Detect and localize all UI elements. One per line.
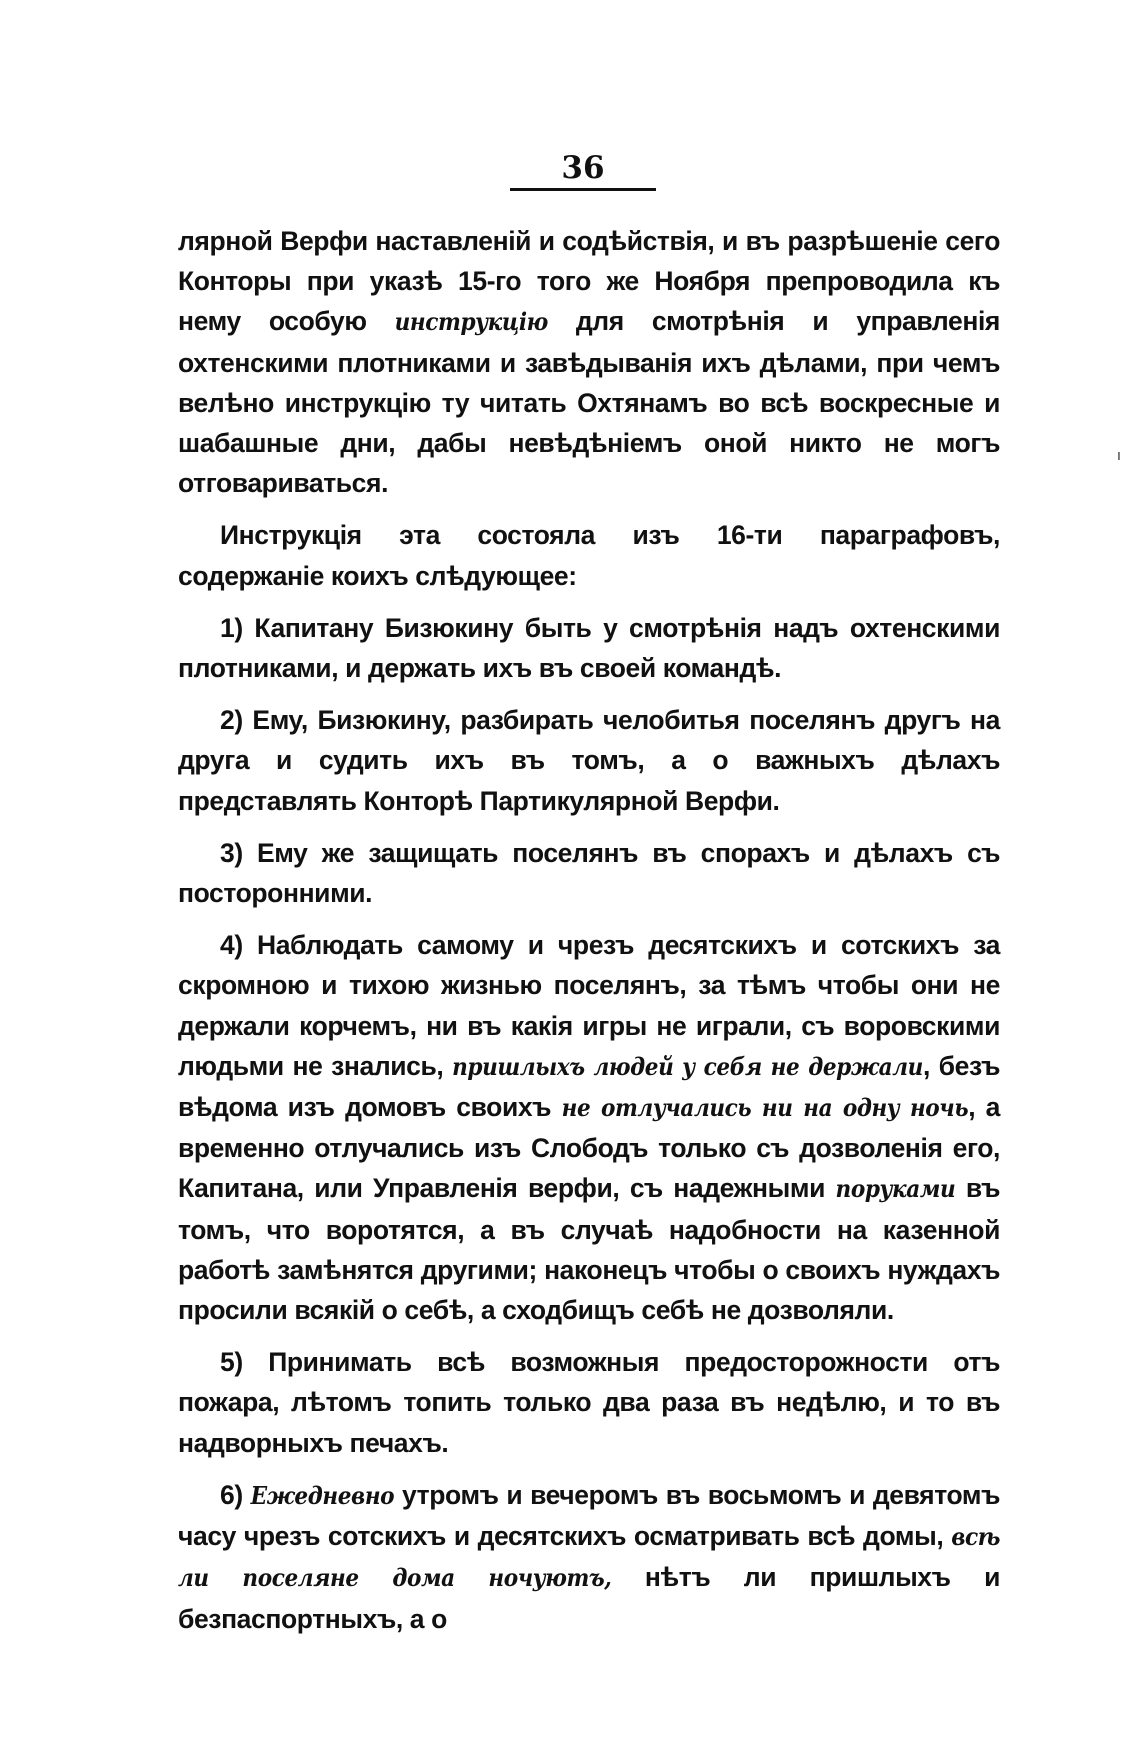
- italic-run: пришлыхъ людей у себя не держали: [452, 1051, 923, 1081]
- text-run: 5) Принимать всѣ возможныя предосторожности отъ пожара, лѣтомъ топить только два раза въ недѣлю, и то въ надворныхъ печахъ.: [178, 1347, 1000, 1458]
- text-run: 6): [220, 1479, 251, 1510]
- text-run: 4) Наблюдать самому и чрезъ десятскихъ и сотскихъ за скромною и тихою жизнью поселянъ, за тѣмъ чтобы они не держали корчемъ, ни въ какія игры не играли, съ воровскими людьми не знались,: [178, 930, 1000, 1081]
- italic-run: поруками: [835, 1174, 956, 1204]
- page-number: 36: [510, 150, 656, 191]
- paragraph-p4: [178, 833, 1000, 913]
- text-run: , безъ вѣдома изъ домовъ своихъ: [178, 1050, 1000, 1123]
- italic-run: не отлучались ни на одну ночь: [561, 1093, 969, 1123]
- paragraph-p6: [178, 1342, 1000, 1463]
- italic-run: всѣ ли поселяне дома ночуютъ,: [178, 1522, 1000, 1593]
- text-run: 2) Ему, Бизюкину, разбирать челобитья поселянъ другъ на друга и судить ихъ въ томъ, а о важныхъ дѣлахъ представлять Конторѣ Партикулярной Верфи.: [178, 705, 1000, 816]
- paragraph-p1: [178, 515, 1000, 595]
- italic-run: Ежедневно: [250, 1480, 395, 1510]
- italic-run: инструкцію: [394, 307, 548, 337]
- paragraph-p2: [178, 608, 1000, 688]
- text-run: 3) Ему же защищать поселянъ въ спорахъ и дѣлахъ съ посторонними.: [178, 837, 1000, 909]
- text-run: нѣтъ ли пришлыхъ и безпаспортныхъ, а о: [178, 1562, 1000, 1634]
- text-run: , а временно отлучались изъ Слободъ только съ дозволенія его, Капитана, или Управленія верфи, съ надежными: [178, 1092, 1001, 1204]
- text-run: Инструкція эта состояла изъ 16-ти параграфовъ, содержаніе коихъ слѣдующее:: [178, 520, 1000, 591]
- paragraph-p5: [178, 925, 1000, 1330]
- paragraph-p0: [178, 221, 1000, 503]
- text-run: въ томъ, что воротятся, а въ случаѣ надобности на казенной работѣ замѣнятся другими; наконецъ чтобы о своихъ нуждахъ просили всякій о себѣ, а сходбищъ себѣ не дозволяли.: [178, 1173, 1000, 1326]
- text-run: утромъ и вечеромъ въ восьмомъ и девятомъ часу чрезъ сотскихъ и десятскихъ осматривать всѣ домы,: [178, 1479, 1000, 1552]
- text-run: для смотрѣнія и управленія охтенскими плотниками и завѣдыванія ихъ дѣлами, при чемъ велѣно инструкцію ту читать Охтянамъ во всѣ воскресные и шабашные дни, дабы невѣдѣніемъ оной никто не могъ отговариваться.: [178, 306, 1000, 499]
- margin-mark: ı: [1117, 448, 1121, 464]
- paragraph-p3: [178, 700, 1000, 821]
- text-run: 1) Капитану Бизюкину быть у смотрѣнія надъ охтенскими плотниками, и держать ихъ въ своей командѣ.: [178, 612, 1000, 684]
- body-text: [178, 221, 1000, 1651]
- text-run: лярной Верфи наставленій и содѣйствія, и въ разрѣшеніе сего Конторы при указѣ 15-го того же Ноября препроводила къ нему особую: [178, 226, 1000, 337]
- paragraph-p7: [178, 1475, 1000, 1639]
